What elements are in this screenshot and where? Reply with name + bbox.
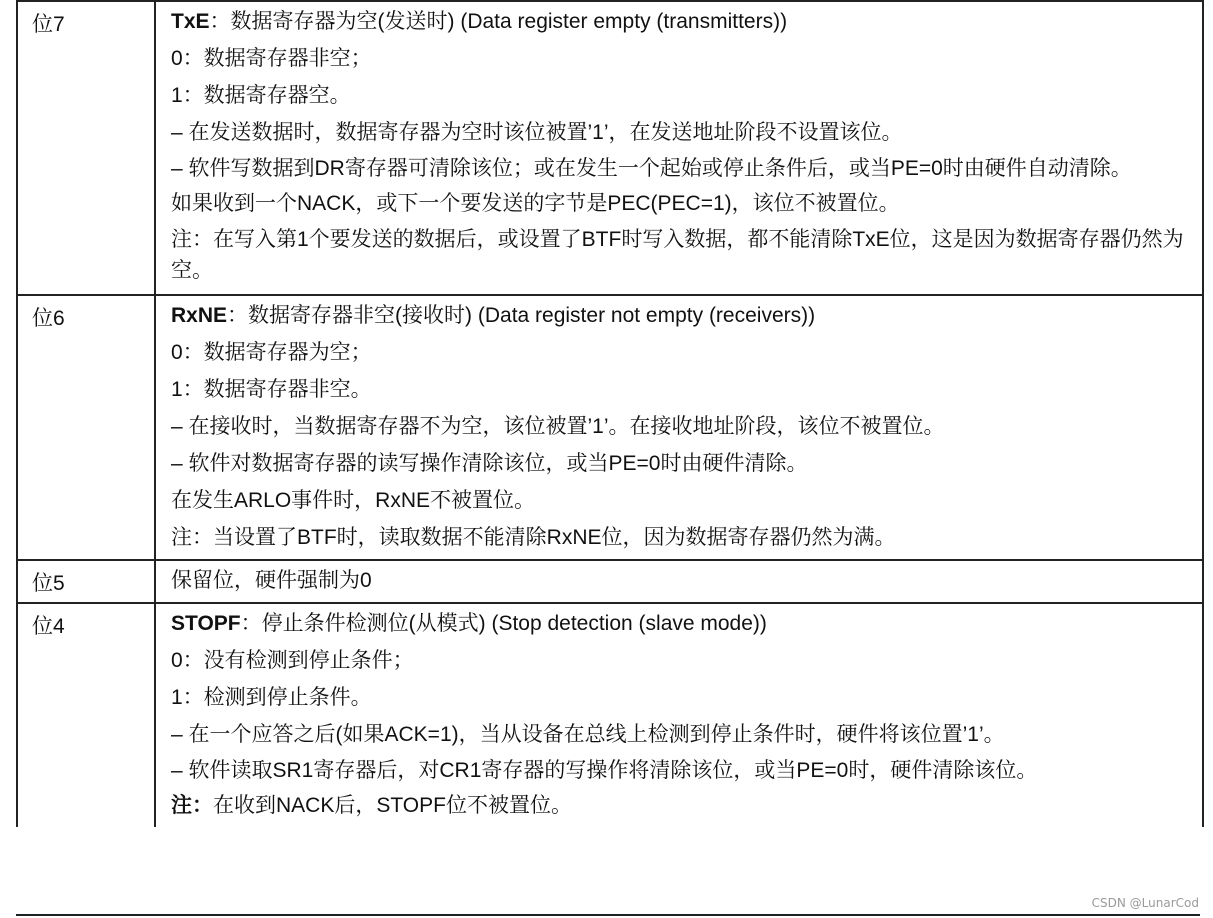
table-row [18,0,1202,294]
bit-title-text: ：停止条件检测位(从模式) (Stop detection (slave mode)) [240,612,767,635]
bit-description [156,561,1202,602]
bit-title [171,610,1192,637]
description-line: – 在发送数据时，数据寄存器为空时该位被置’1’，在发送地址阶段不设置该位。 [171,121,903,144]
description-line: 保留位，硬件强制为0 [171,569,372,592]
description-line: 1：数据寄存器非空。 [171,378,372,401]
description-line: – 在一个应答之后(如果ACK=1)，当从设备在总线上检测到停止条件时，硬件将该位置’1’。 [171,723,1005,746]
description-line: 1：数据寄存器空。 [171,84,351,107]
bit-label: 位5 [18,561,156,602]
watermark: CSDN @LunarCod [1091,896,1199,910]
bit-name: RxNE [171,304,228,327]
description-line: 0：数据寄存器非空； [171,47,372,70]
bit-name: TxE [171,10,210,33]
bit-title-text: ：数据寄存器为空(发送时) (Data register empty (transmitters)) [209,10,788,33]
register-description-table [16,0,1204,827]
note-text: 在收到NACK后，STOPF位不被置位。 [213,794,572,817]
bit-label: 位7 [18,2,156,294]
note-line [171,792,1192,819]
table-bottom-border [16,914,1200,916]
bit-description [156,604,1202,827]
description-line: – 在接收时，当数据寄存器不为空，该位被置’1’。在接收地址阶段，该位不被置位。 [171,415,945,438]
table-row [18,559,1202,602]
bit-label: 位4 [18,604,156,827]
description-line: 0：没有检测到停止条件； [171,649,414,672]
table-row [18,602,1202,827]
table-row [18,294,1202,559]
description-line: 注：在写入第1个要发送的数据后，或设置了BTF时写入数据，都不能清除TxE位，这是因为数据寄存器仍然为空。 [171,228,1184,282]
bit-description [156,2,1202,294]
description-line: 0：数据寄存器为空； [171,341,372,364]
bit-label: 位6 [18,296,156,559]
description-line: 注：当设置了BTF时，读取数据不能清除RxNE位，因为数据寄存器仍然为满。 [171,526,896,549]
description-line: 1：检测到停止条件。 [171,686,372,709]
note-label: 注： [171,794,213,817]
description-line: 在发生ARLO事件时，RxNE不被置位。 [171,489,536,512]
bit-name: STOPF [171,612,241,635]
description-line: – 软件对数据寄存器的读写操作清除该位，或当PE=0时由硬件清除。 [171,452,808,475]
bit-title [171,302,1192,329]
bit-description [156,296,1202,559]
bit-title-text: ：数据寄存器非空(接收时) (Data register not empty (receivers)) [227,304,816,327]
description-line: – 软件读取SR1寄存器后，对CR1寄存器的写操作将清除该位，或当PE=0时，硬件清除该位。 [171,759,1038,782]
description-line: – 软件写数据到DR寄存器可清除该位；或在发生一个起始或停止条件后，或当PE=0时由硬件自动清除。 [171,157,1132,180]
description-line: 如果收到一个NACK，或下一个要发送的字节是PEC(PEC=1)，该位不被置位。 [171,192,900,215]
bit-title [171,8,1192,35]
